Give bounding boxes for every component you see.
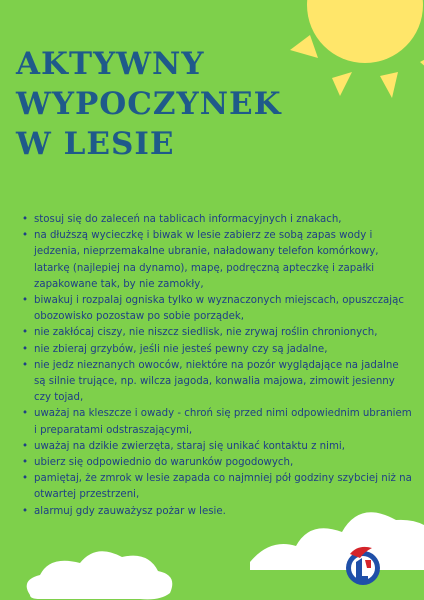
poster-title bbox=[16, 44, 316, 164]
list-item: • ubierz się odpowiednio do warunków pogodowych, bbox=[22, 455, 412, 471]
list-item: • uważaj na kleszcze i owady - chroń się przed nimi odpowiednim ubraniem i preparatami odstraszającymi, bbox=[22, 406, 412, 438]
cloud-icon bbox=[10, 535, 180, 600]
list-item: • nie zakłócaj ciszy, nie niszcz siedlisk, nie zrywaj roślin chronionych, bbox=[22, 325, 412, 341]
cloud-icon bbox=[250, 490, 424, 570]
title-line-2: WYPOCZYNEK bbox=[16, 86, 282, 122]
list-item: • nie zbieraj grzybów, jeśli nie jesteś pewny czy są jadalne, bbox=[22, 342, 412, 358]
list-item: • stosuj się do zaleceń na tablicach informacyjnych i znakach, bbox=[22, 212, 412, 228]
title-line-1: AKTYWNY bbox=[16, 46, 205, 82]
list-item: • na dłuższą wycieczkę i biwak w lesie zabierz ze sobą zapas wody i jedzenia, nieprzemakalne ubranie, naładowany telefon komórkowy, latarkę (najlepiej na dynamo), mapę, podręczną apteczkę i zapałki zapakowane tak, by nie zamokły, bbox=[22, 228, 412, 293]
tips-list bbox=[22, 212, 412, 520]
list-item: • pamiętaj, że zmrok w lesie zapada co najmniej pół godziny szybciej niż na otwartej przestrzeni, bbox=[22, 471, 412, 503]
list-item: • alarmuj gdy zauważysz pożar w lesie. bbox=[22, 504, 412, 520]
list-item: • biwakuj i rozpalaj ogniska tylko w wyznaczonych miejscach, opuszczając obozowisko pozostaw po sobie porządek, bbox=[22, 293, 412, 325]
list-item: • uważaj na dzikie zwierzęta, staraj się unikać kontaktu z nimi, bbox=[22, 439, 412, 455]
title-line-3: W LESIE bbox=[16, 126, 175, 162]
list-item: • nie jedz nieznanych owoców, niektóre na pozór wyglądające na jadalne są silnie trujące, np. wilcza jagoda, konwalia majowa, zimowit jesienny czy tojad, bbox=[22, 358, 412, 407]
scouting-logo-icon bbox=[338, 540, 388, 590]
